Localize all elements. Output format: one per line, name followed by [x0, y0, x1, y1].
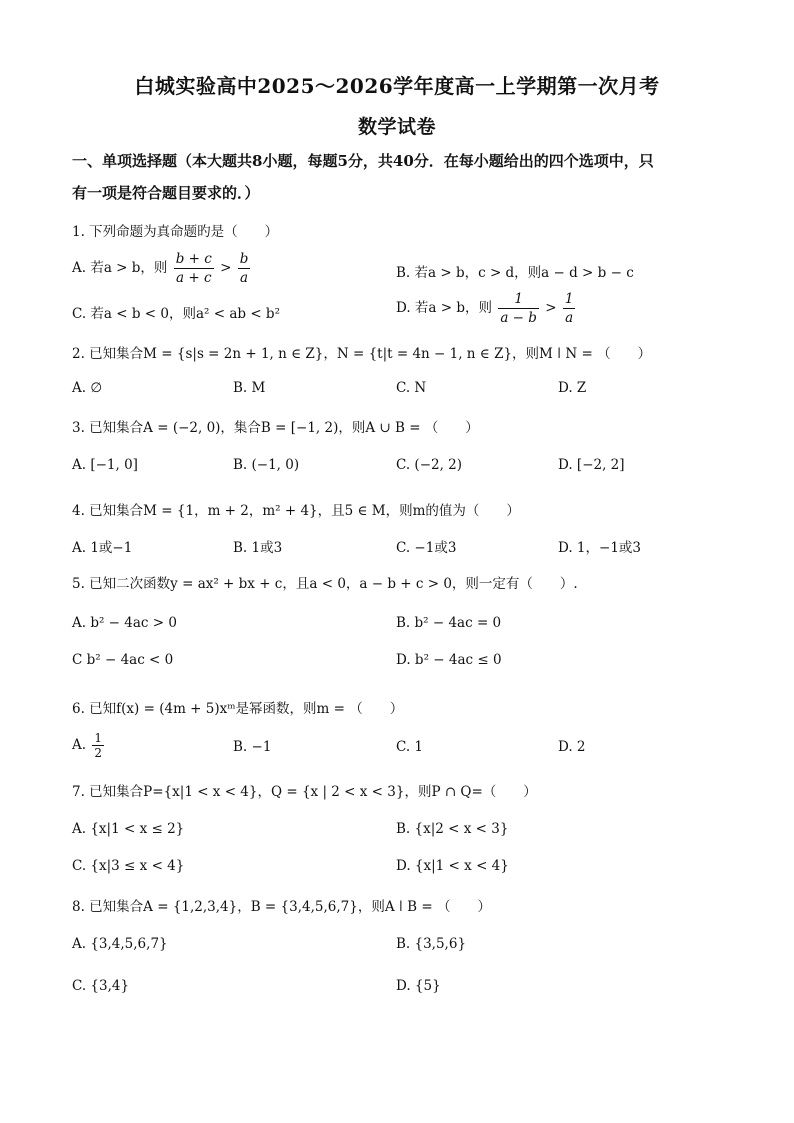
option-d-text: D. 若a > b，则 [396, 300, 493, 316]
relation-symbol: > [545, 300, 557, 316]
fraction-denominator: a − b [500, 310, 537, 326]
exam-subtitle: 数学试卷 [357, 116, 436, 138]
fraction-numerator: 1 [564, 291, 574, 307]
question-2-option-a: A. ∅ [72, 380, 103, 396]
question-3-option-d: D. [−2, 2] [558, 457, 625, 473]
question-7-option-b: B. {x|2 < x < 3} [396, 821, 509, 837]
question-6-option-c: C. 1 [396, 739, 424, 755]
question-6-option-b: B. −1 [233, 739, 272, 755]
question-5-option-a: A. b² − 4ac > 0 [72, 615, 177, 631]
question-7-option-c: C. {x|3 ≤ x < 4} [72, 858, 185, 874]
question-8-option-d: D. {5} [396, 978, 441, 994]
fraction-numerator: 1 [498, 290, 539, 309]
question-6-option-d: D. 2 [558, 739, 586, 755]
question-2-option-d: D. Z [558, 380, 587, 396]
question-6-option-a [72, 731, 106, 760]
option-a-text: A. 若a > b，则 [72, 260, 168, 276]
question-3-option-c: C. (−2, 2) [396, 457, 463, 473]
relation-symbol: > [220, 260, 232, 276]
question-6-stem: 6. 已知f(x) = (4m + 5)xᵐ是幂函数，则m = （ ） [72, 701, 404, 717]
fraction-numerator: b + c [175, 251, 212, 267]
question-3-stem: 3. 已知集合A = (−2, 0)，集合B = [−1, 2)，则A ∪ B = （ ） [72, 420, 479, 436]
exam-title: 白城实验高中2025～2026学年度高一上学期第一次月考 [134, 74, 660, 98]
question-1-option-c: C. 若a < b < 0，则a² < ab < b² [72, 306, 280, 322]
question-8-option-b: B. {3,5,6} [396, 936, 467, 952]
fraction-denominator: a [565, 310, 574, 326]
question-5-option-b: B. b² − 4ac = 0 [396, 615, 502, 631]
question-3-option-b: B. (−1, 0) [233, 457, 300, 473]
question-8-stem: 8. 已知集合A = {1,2,3,4}，B = {3,4,5,6,7}，则A ǀ B = （ ） [72, 899, 491, 915]
question-8-option-a: A. {3,4,5,6,7} [72, 936, 168, 952]
question-2-option-c: C. N [396, 380, 427, 396]
question-5-option-d: D. b² − 4ac ≤ 0 [396, 652, 502, 668]
fraction [563, 290, 576, 327]
question-7-stem: 7. 已知集合P={x|1 < x < 4}，Q = {x | 2 < x < 3}，则P ∩ Q=（ ） [72, 784, 537, 800]
fraction-denominator: a [240, 270, 249, 286]
question-2-option-b: B. M [233, 380, 266, 396]
fraction [238, 250, 251, 287]
fraction-numerator: 1 [94, 731, 102, 745]
question-4-stem: 4. 已知集合M = {1，m + 2，m² + 4}，且5 ∈ M，则m的值为（ ） [72, 503, 520, 519]
fraction-denominator: a + c [176, 270, 212, 286]
question-1-option-b: B. 若a > b，c > d，则a − d > b − c [396, 265, 634, 281]
question-5-option-c: C b² − 4ac < 0 [72, 652, 174, 668]
fraction [92, 731, 104, 760]
fraction-numerator: b [239, 251, 249, 267]
fraction [174, 250, 214, 287]
question-8-option-c: C. {3,4} [72, 978, 130, 994]
question-3-option-a: A. [−1, 0] [72, 457, 138, 473]
question-1-stem: 1. 下列命题为真命题旳是（ ） [72, 224, 279, 240]
fraction-denominator: 2 [94, 746, 102, 760]
question-4-option-c: C. −1或3 [396, 540, 457, 556]
section-heading-line1: 一、单项选择题（本大题共8小题，每题5分，共40分．在每小题给出的四个选项中，只 [72, 152, 654, 170]
question-5-stem: 5. 已知二次函数y = ax² + bx + c，且a < 0，a − b + c > 0，则一定有（ ）. [72, 576, 578, 592]
question-7-option-a: A. {x|1 < x ≤ 2} [72, 821, 185, 837]
question-4-option-a: A. 1或−1 [72, 540, 133, 556]
question-7-option-d: D. {x|1 < x < 4} [396, 858, 509, 874]
question-2-stem: 2. 已知集合M = {s|s = 2n + 1, n ∈ Z}，N = {t|t = 4n − 1, n ∈ Z}，则M ǀ N = （ ） [72, 346, 652, 362]
section-heading-line2: 有一项是符合题目要求的．） [72, 184, 260, 202]
question-4-option-d: D. 1，−1或3 [558, 540, 642, 556]
fraction [498, 290, 539, 327]
question-1-option-d [396, 290, 577, 327]
question-1-option-a [72, 250, 252, 287]
option-a-label: A. [72, 737, 87, 753]
question-4-option-b: B. 1或3 [233, 540, 283, 556]
